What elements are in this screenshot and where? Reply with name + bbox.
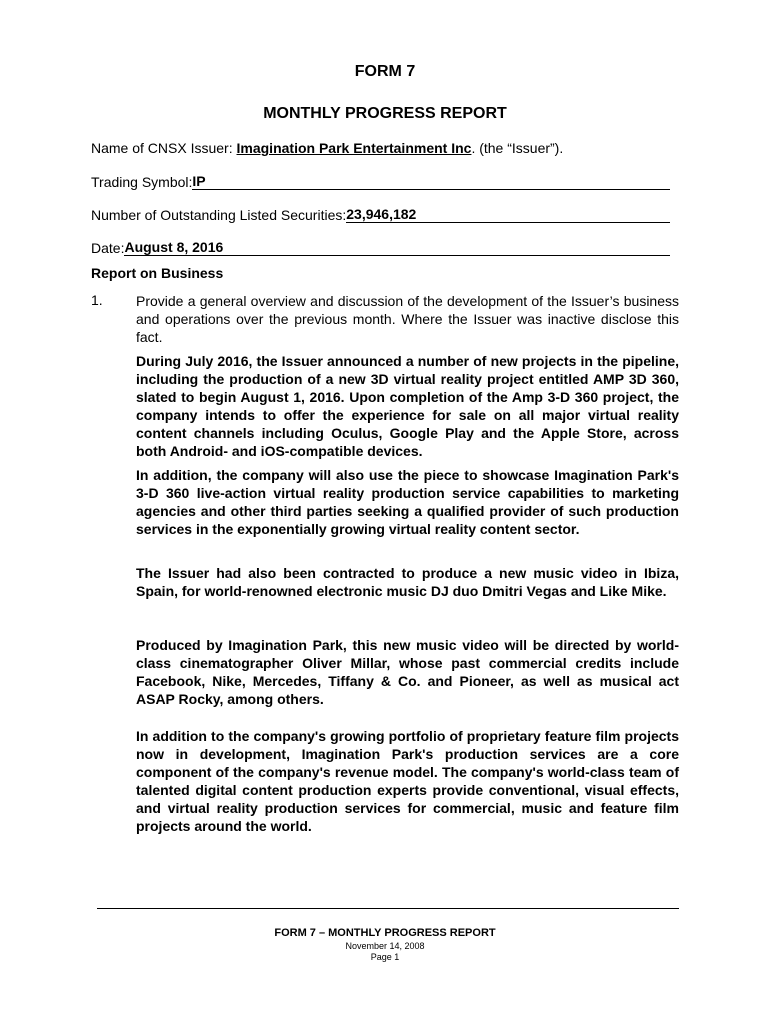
footer-title: FORM 7 – MONTHLY PROGRESS REPORT bbox=[274, 927, 496, 939]
date-field bbox=[91, 239, 670, 256]
outstanding-securities-field bbox=[91, 206, 670, 223]
report-title: MONTHLY PROGRESS REPORT bbox=[263, 105, 507, 122]
issuer-name-field bbox=[91, 140, 563, 156]
date-underline bbox=[223, 242, 670, 256]
item-question: Provide a general overview and discussion of the development of the Issuer’s business and operations over the previous month. Where the Issuer was inactive disclose this fact. bbox=[136, 293, 679, 345]
securities-value: 23,946,182 bbox=[346, 206, 417, 222]
item-number: 1. bbox=[91, 292, 103, 308]
securities-underline bbox=[416, 209, 670, 223]
response-paragraph: The Issuer had also been contracted to produce a new music video in Ibiza, Spain, for world-renowned electronic music DJ duo Dmitri Vegas and Like Mike. bbox=[136, 565, 679, 599]
issuer-label: Name of CNSX Issuer: bbox=[91, 140, 237, 156]
response-paragraph: In addition to the company's growing portfolio of proprietary feature film projects now in development, Imagination Park's production services are a core component of the company's revenue model. The company's world-class team of talented digital content production experts provide conventional, visual effects, and virtual reality production services for commercial, music and feature film projects around the world. bbox=[136, 728, 679, 834]
date-value: August 8, 2016 bbox=[124, 239, 224, 255]
response-paragraph: In addition, the company will also use the piece to showcase Imagination Park's 3-D 360 live-action virtual reality production service capabilities to marketing agencies and other third parties seeking a qualified provider of such production services in the exponentially growing virtual reality content sector. bbox=[136, 467, 679, 537]
response-paragraph: Produced by Imagination Park, this new music video will be directed by world-class cinematographer Oliver Millar, whose past commercial credits include Facebook, Nike, Mercedes, Tiffany & Co. and Pioneer, as well as musical act ASAP Rocky, among others. bbox=[136, 637, 679, 707]
form-title: FORM 7 bbox=[354, 63, 416, 80]
date-label: Date: bbox=[91, 240, 125, 256]
response-paragraph: During July 2016, the Issuer announced a number of new projects in the pipeline, including the production of a new 3D virtual reality project entitled AMP 3D 360, slated to begin August 1, 2016. Upon completion of the Amp 3-D 360 project, the company intends to offer the experience for sale on all major virtual reality content channels including Oculus, Google Play and the Apple Store, across both Android- and iOS-compatible devices. bbox=[136, 353, 679, 459]
footer-divider bbox=[97, 908, 679, 909]
trading-symbol-field bbox=[91, 173, 670, 190]
securities-label: Number of Outstanding Listed Securities: bbox=[91, 207, 347, 223]
footer-page-number: Page 1 bbox=[370, 952, 400, 962]
symbol-underline bbox=[206, 176, 670, 190]
report-on-business-heading: Report on Business bbox=[91, 265, 224, 281]
symbol-value: IP bbox=[192, 173, 206, 189]
symbol-label: Trading Symbol: bbox=[91, 174, 193, 190]
issuer-value: Imagination Park Entertainment Inc bbox=[236, 140, 472, 156]
issuer-suffix: . (the “Issuer”). bbox=[471, 140, 564, 156]
footer-date: November 14, 2008 bbox=[345, 941, 425, 951]
